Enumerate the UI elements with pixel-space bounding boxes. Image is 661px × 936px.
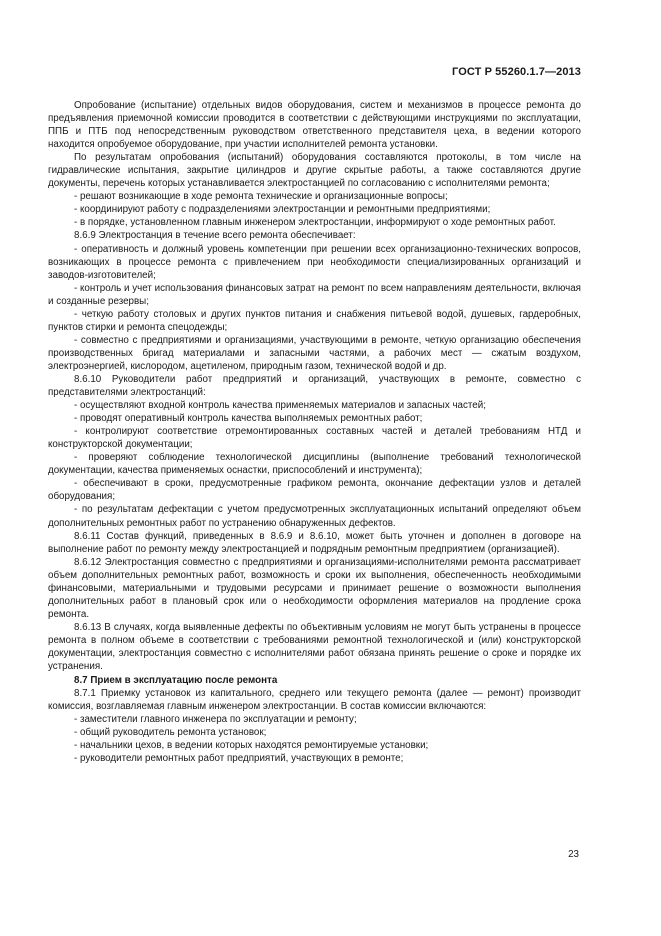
paragraph: Опробование (испытание) отдельных видов оборудования, систем и механизмов в процессе ремонта до предъявления приемочной комиссии проводится в соответствии с действующими инструкциями по эксплуатации, ППБ и ПТБ под непосредственным руководством ответственного представителя цеха, в ведении которого находится опробуемое оборудование, при участии исполнителей ремонта установки. (48, 100, 581, 151)
clause-8-6-13: 8.6.13 В случаях, когда выявленные дефекты по объективным условиям не могут быть устранены в процессе ремонта в полном объеме в соответствии с требованиями ремонтной технологической и (или) конструкторской документации, электростанция совместно с исполнителями работ обязана принять решение о сроке и порядке их устранения. (48, 621, 581, 673)
list-item: - осуществляют входной контроль качества применяемых материалов и запасных частей; (74, 400, 486, 412)
list-item: - контроль и учет использования финансовых затрат на ремонт по всем направлениям деятельности, включая и созданные резервы; (48, 282, 581, 307)
list-item: - проводят оперативный контроль качества выполняемых ремонтных работ; (74, 413, 423, 425)
list-item: - четкую работу столовых и других пунктов питания и снабжения питьевой водой, душевых, гардеробных, пунктов стирки и ремонта спецодежды; (48, 308, 581, 333)
list-item: - начальники цехов, в ведении которых находятся ремонтируемые установки; (74, 740, 429, 752)
list-item: - по результатам дефектации с учетом предусмотренных эксплуатационных испытаний определяют объем дополнительных ремонтных работ по устранению обнаруженных дефектов. (48, 504, 581, 529)
clause-8-6-9: 8.6.9 Электростанция в течение всего ремонта обеспечивает: (74, 230, 356, 242)
list-item: - координируют работу с подразделениями электростанции и ремонтными предприятиями; (74, 204, 491, 216)
clause-8-6-10: 8.6.10 Руководители работ предприятий и организаций, участвующих в ремонте, совместно с представителями электростанций: (48, 373, 581, 399)
document-standard-id: ГОСТ Р 55260.1.7—2013 (452, 66, 581, 78)
list-item: - руководители ремонтных работ предприятий, участвующих в ремонте; (74, 753, 404, 765)
list-item: - оперативность и должный уровень компетенции при решении всех организационно-технических вопросов, возникающих в процессе ремонта с привлечением при необходимости специализированных организаций и заводов-изготовителей; (48, 243, 581, 281)
paragraph: По результатам опробования (испытаний) оборудования составляются протоколы, в том числе на гидравлические испытания, закрытие цилиндров и другие скрытые работы, а также составляются другие документы, перечень которых устанавливается электростанцией по согласованию с исполнителями ремонта; (48, 152, 581, 190)
list-item: - заместители главного инженера по эксплуатации и ремонту; (74, 714, 357, 726)
list-item: - в порядке, установленном главным инженером электростанции, информируют о ходе ремонтных работ. (74, 217, 556, 229)
list-item: - проверяют соблюдение технологической дисциплины (выполнение требований технологической документации, качества применяемых оснастки, приспособлений и инструмента); (48, 452, 581, 477)
clause-8-7-1: 8.7.1 Приемку установок из капитального, среднего или текущего ремонта (далее — ремонт) производит комиссия, возглавляемая главным инженером электростанции. В состав комиссии включаются: (48, 688, 581, 713)
list-item: - контролируют соответствие отремонтированных составных частей и деталей требованиям НТД и конструкторской документации; (48, 426, 581, 451)
list-item: - решают возникающие в ходе ремонта технические и организационные вопросы; (74, 191, 448, 203)
page-number: 23 (568, 849, 579, 860)
list-item: - совместно с предприятиями и организациями, участвующими в ремонте, четкую организацию обеспечения производственных бригад материалами и запасными частями, а рабочих мест — сжатым воздухом, электроэнергией, кислородом, ацетиленом, природным газом, технической водой и др. (48, 334, 581, 372)
list-item: - общий руководитель ремонта установок; (74, 727, 267, 739)
document-body (48, 99, 581, 765)
clause-8-6-12: 8.6.12 Электростанция совместно с предприятиями и организациями-исполнителями ремонта рассматривает объем дополнительных ремонтных работ, возможность и сроки их выполнения, обеспеченность необходимыми финансовыми, материальными и трудовыми ресурсами и принимает решение о возможности выполнения дополнительных работ в плановый срок или о необходимости оформления материалов на продление срока ремонта. (48, 556, 581, 620)
clause-8-6-11: 8.6.11 Состав функций, приведенных в 8.6.9 и 8.6.10, может быть уточнен и дополнен в договоре на выполнение работ по ремонту между электростанцией и подрядным ремонтным предприятием (организацией). (48, 530, 581, 555)
section-heading: 8.7 Прием в эксплуатацию после ремонта (74, 675, 278, 687)
list-item: - обеспечивают в сроки, предусмотренные графиком ремонта, окончание дефектации узлов и деталей оборудования; (48, 478, 581, 503)
